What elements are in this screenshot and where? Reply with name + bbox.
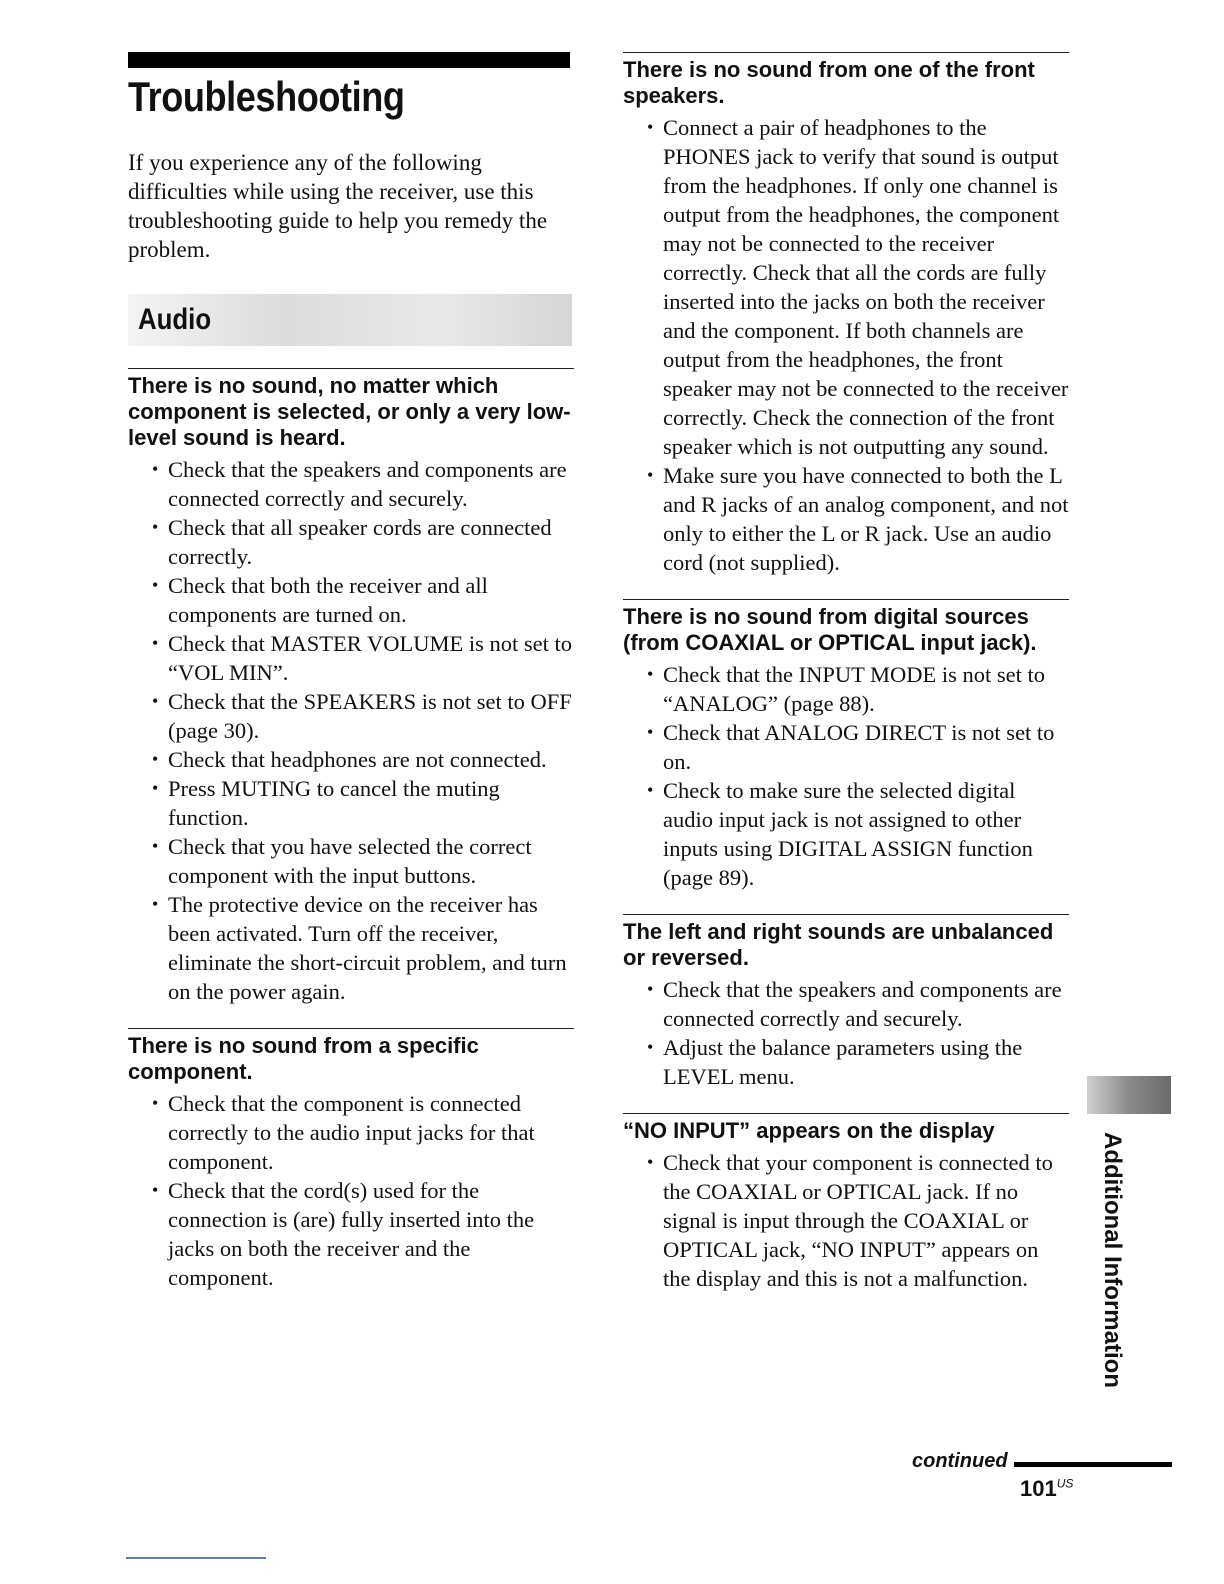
bullet-item: • Check that you have selected the correct component with the input buttons.: [152, 832, 574, 890]
topic: [623, 914, 1069, 1091]
bullet-item: • Check that headphones are not connected.: [152, 745, 574, 774]
continued-label: continued: [912, 1450, 1008, 1472]
bullet-item: • Check that all speaker cords are connected correctly.: [152, 513, 574, 571]
bullet-item: • Connect a pair of headphones to the PHONES jack to verify that sound is output from the headphones. If only one channel is output from the headphones, the component may not be connected to the receiver correctly. Check that all the cords are fully inserted into the jacks on both the receiver and the component. If both channels are output from the headphones, the front speaker may not be connected to the receiver correctly. Check the connection of the front speaker which is not outputting any sound.: [647, 113, 1069, 461]
continued-rule: [1014, 1462, 1172, 1467]
right-column: [623, 52, 1069, 1293]
topic: [623, 599, 1069, 892]
page-title: Troubleshooting: [128, 73, 405, 120]
topic-heading: There is no sound from a specific component.: [128, 1033, 479, 1085]
bullet-item: • Check that the cord(s) used for the connection is (are) fully inserted into the jacks on both the receiver and the component.: [152, 1176, 574, 1292]
bullet-list: [128, 455, 574, 1006]
left-column: [128, 52, 574, 1292]
bullet-item: • The protective device on the receiver has been activated. Turn off the receiver, eliminate the short-circuit problem, and turn on the power again.: [152, 890, 574, 1006]
bottom-rule: [126, 1557, 266, 1559]
bullet-item: • Make sure you have connected to both the L and R jacks of an analog component, and not only to either the L or R jack. Use an audio cord (not supplied).: [647, 461, 1069, 577]
topic-heading: “NO INPUT” appears on the display: [623, 1118, 995, 1143]
bullet-list: [128, 1089, 574, 1292]
side-tab-label: Additional Information: [1099, 1132, 1126, 1388]
topic: [128, 368, 574, 1006]
topic: [128, 1028, 574, 1292]
section-title: Audio: [138, 303, 212, 337]
bullet-item: • Check that the speakers and components are connected correctly and securely.: [647, 975, 1069, 1033]
topic-heading: The left and right sounds are unbalanced or reversed.: [623, 919, 1054, 970]
topic-heading: There is no sound from one of the front speakers.: [623, 57, 1035, 108]
topic-heading: There is no sound from digital sources (from COAXIAL or OPTICAL input jack).: [623, 604, 1037, 655]
bullet-item: • Check that the SPEAKERS is not set to OFF (page 30).: [152, 687, 574, 745]
bullet-item: • Check to make sure the selected digital audio input jack is not assigned to other inputs using DIGITAL ASSIGN function (page 89).: [647, 776, 1069, 892]
intro-paragraph: If you experience any of the following difficulties while using the receiver, use this troubleshooting guide to help you remedy the problem.: [128, 150, 548, 263]
page-number-suffix: US: [1056, 1476, 1074, 1491]
bullet-list: [623, 113, 1069, 577]
topic: [623, 1113, 1069, 1293]
bullet-item: • Check that ANALOG DIRECT is not set to on.: [647, 718, 1069, 776]
bullet-list: [623, 1148, 1069, 1293]
section-header: [128, 294, 572, 346]
page-number-value: 101: [1020, 1476, 1057, 1501]
topic: [623, 52, 1069, 577]
right-topics: [623, 52, 1069, 1293]
title-bar: [128, 52, 570, 68]
bullet-item: • Check that the speakers and components are connected correctly and securely.: [152, 455, 574, 513]
bullet-list: [623, 660, 1069, 892]
topic-heading: There is no sound, no matter which component is selected, or only a very low-level sound is heard.: [128, 373, 571, 451]
bullet-item: • Check that both the receiver and all components are turned on.: [152, 571, 574, 629]
page-number: [1020, 1476, 1073, 1502]
bullet-list: [623, 975, 1069, 1091]
bullet-item: • Check that the INPUT MODE is not set to “ANALOG” (page 88).: [647, 660, 1069, 718]
left-topics: [128, 368, 574, 1292]
side-tab-marker: [1087, 1076, 1171, 1114]
bullet-item: • Check that the component is connected correctly to the audio input jacks for that component.: [152, 1089, 574, 1176]
bullet-item: • Check that your component is connected to the COAXIAL or OPTICAL jack. If no signal is input through the COAXIAL or OPTICAL jack, “NO INPUT” appears on the display and this is not a malfunction.: [647, 1148, 1069, 1293]
bullet-item: • Check that MASTER VOLUME is not set to “VOL MIN”.: [152, 629, 574, 687]
bullet-item: • Press MUTING to cancel the muting function.: [152, 774, 574, 832]
bullet-item: • Adjust the balance parameters using the LEVEL menu.: [647, 1033, 1069, 1091]
